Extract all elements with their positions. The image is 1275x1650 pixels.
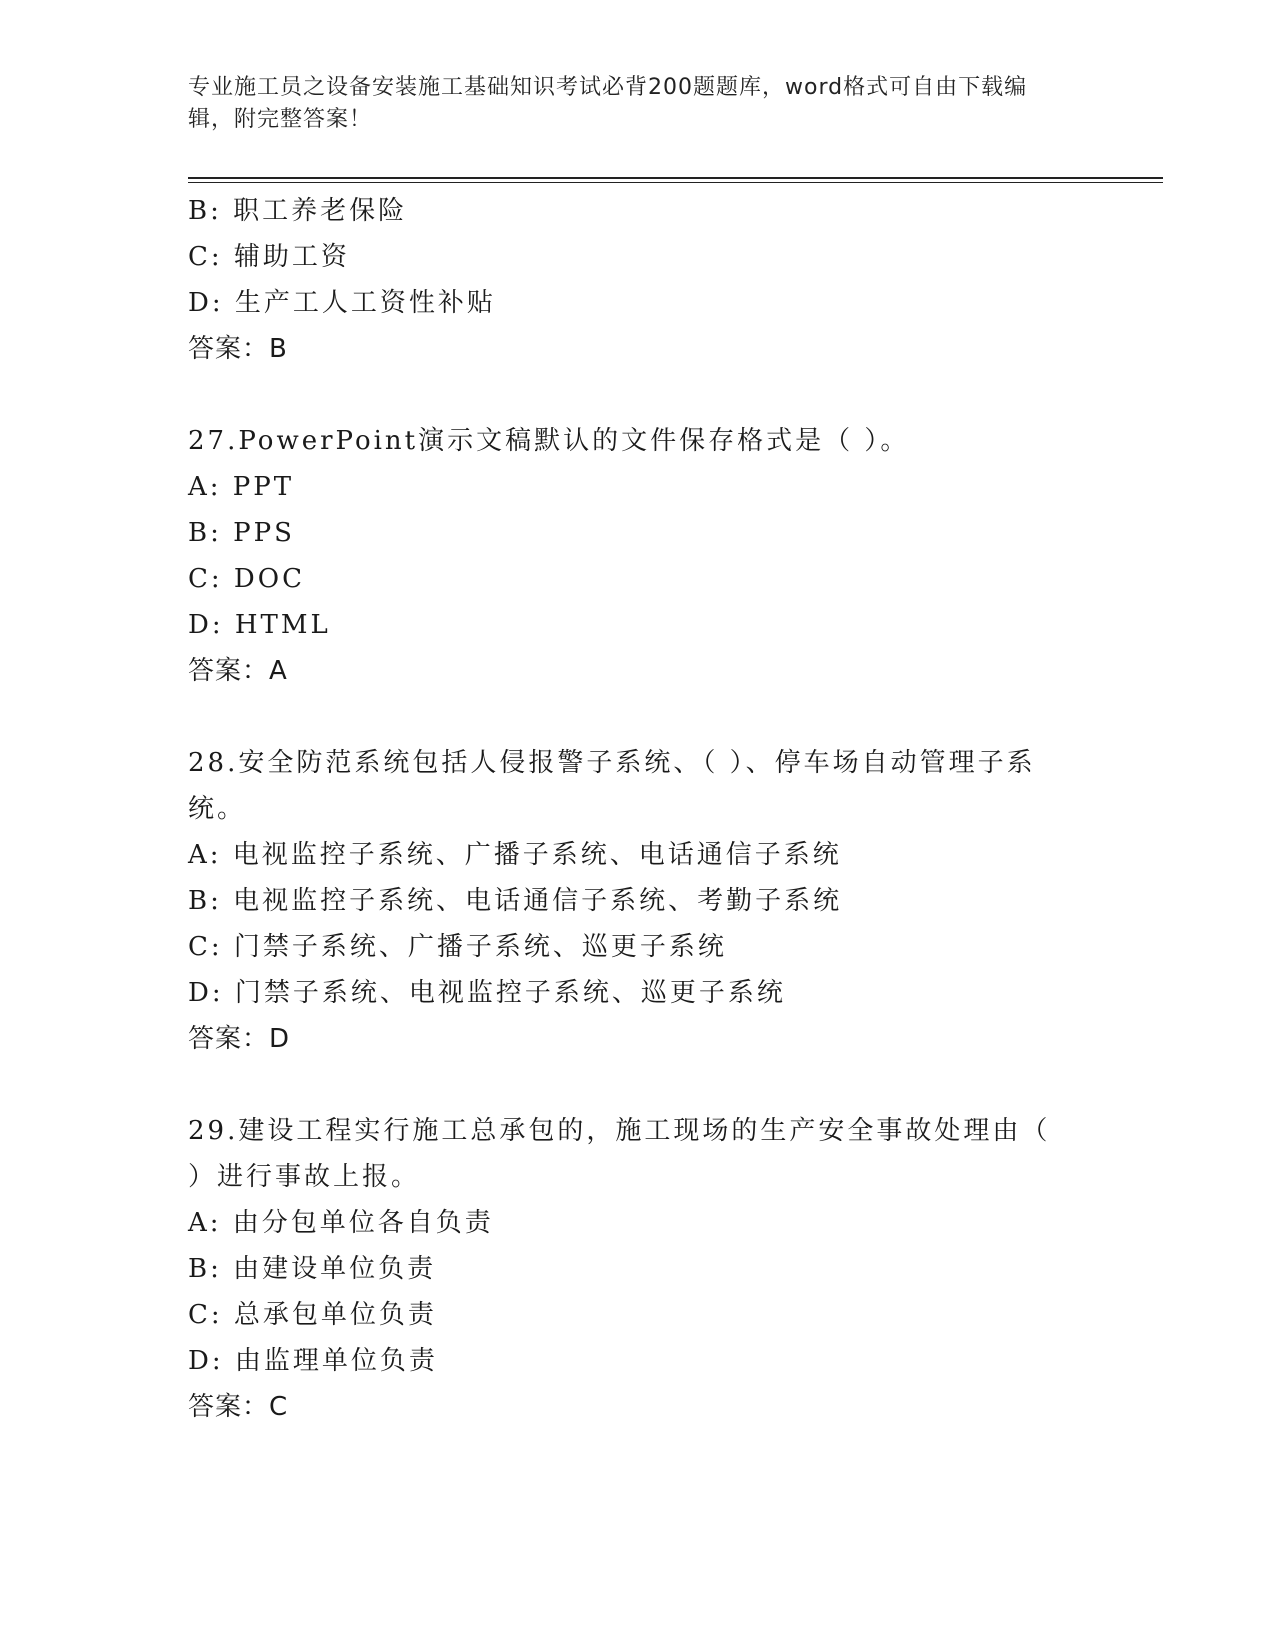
option-a: A: 电视监控子系统、广播子系统、电话通信子系统 xyxy=(188,840,842,870)
option-b: B: PPS xyxy=(188,518,295,548)
document-header: 专业施工员之设备安装施工基础知识考试必背200题题库，word格式可自由下载编辑，附完整答案！ xyxy=(188,75,1028,132)
question-29 xyxy=(188,1108,1068,1430)
answer: 答案：A xyxy=(188,656,288,686)
question-stem: 28.安全防范系统包括人侵报警子系统、（ ）、停车场自动管理子系统。 xyxy=(188,748,1036,824)
question-stem: 27.PowerPoint演示文稿默认的文件保存格式是（ ）。 xyxy=(188,426,910,456)
option-c: C: 总承包单位负责 xyxy=(188,1300,437,1330)
option-b: B: 职工养老保险 xyxy=(188,196,408,226)
option-d: D: HTML xyxy=(188,610,331,640)
question-list xyxy=(188,188,1068,1430)
option-c: C: DOC xyxy=(188,564,305,594)
option-b: B: 由建设单位负责 xyxy=(188,1254,437,1284)
option-d: D: 由监理单位负责 xyxy=(188,1346,438,1376)
option-d: D: 生产工人工资性补贴 xyxy=(188,288,496,318)
option-c: C: 辅助工资 xyxy=(188,242,350,272)
option-a: A: PPT xyxy=(188,472,295,502)
option-b: B: 电视监控子系统、电话通信子系统、考勤子系统 xyxy=(188,886,843,916)
question-28 xyxy=(188,740,1068,1062)
answer: 答案：D xyxy=(188,1024,291,1054)
spacer xyxy=(188,694,1068,740)
option-c: C: 门禁子系统、广播子系统、巡更子系统 xyxy=(188,932,727,962)
spacer xyxy=(188,372,1068,418)
answer: 答案：B xyxy=(188,334,288,364)
header-rule-thick xyxy=(188,177,1163,179)
question-26-tail xyxy=(188,188,1068,372)
answer: 答案：C xyxy=(188,1392,289,1422)
header-rule-thin xyxy=(188,182,1163,183)
spacer xyxy=(188,1062,1068,1108)
option-a: A: 由分包单位各自负责 xyxy=(188,1208,494,1238)
option-d: D: 门禁子系统、电视监控子系统、巡更子系统 xyxy=(188,978,786,1008)
question-27 xyxy=(188,418,1068,694)
question-stem: 29.建设工程实行施工总承包的，施工现场的生产安全事故处理由（ ）进行事故上报。 xyxy=(188,1116,1051,1192)
